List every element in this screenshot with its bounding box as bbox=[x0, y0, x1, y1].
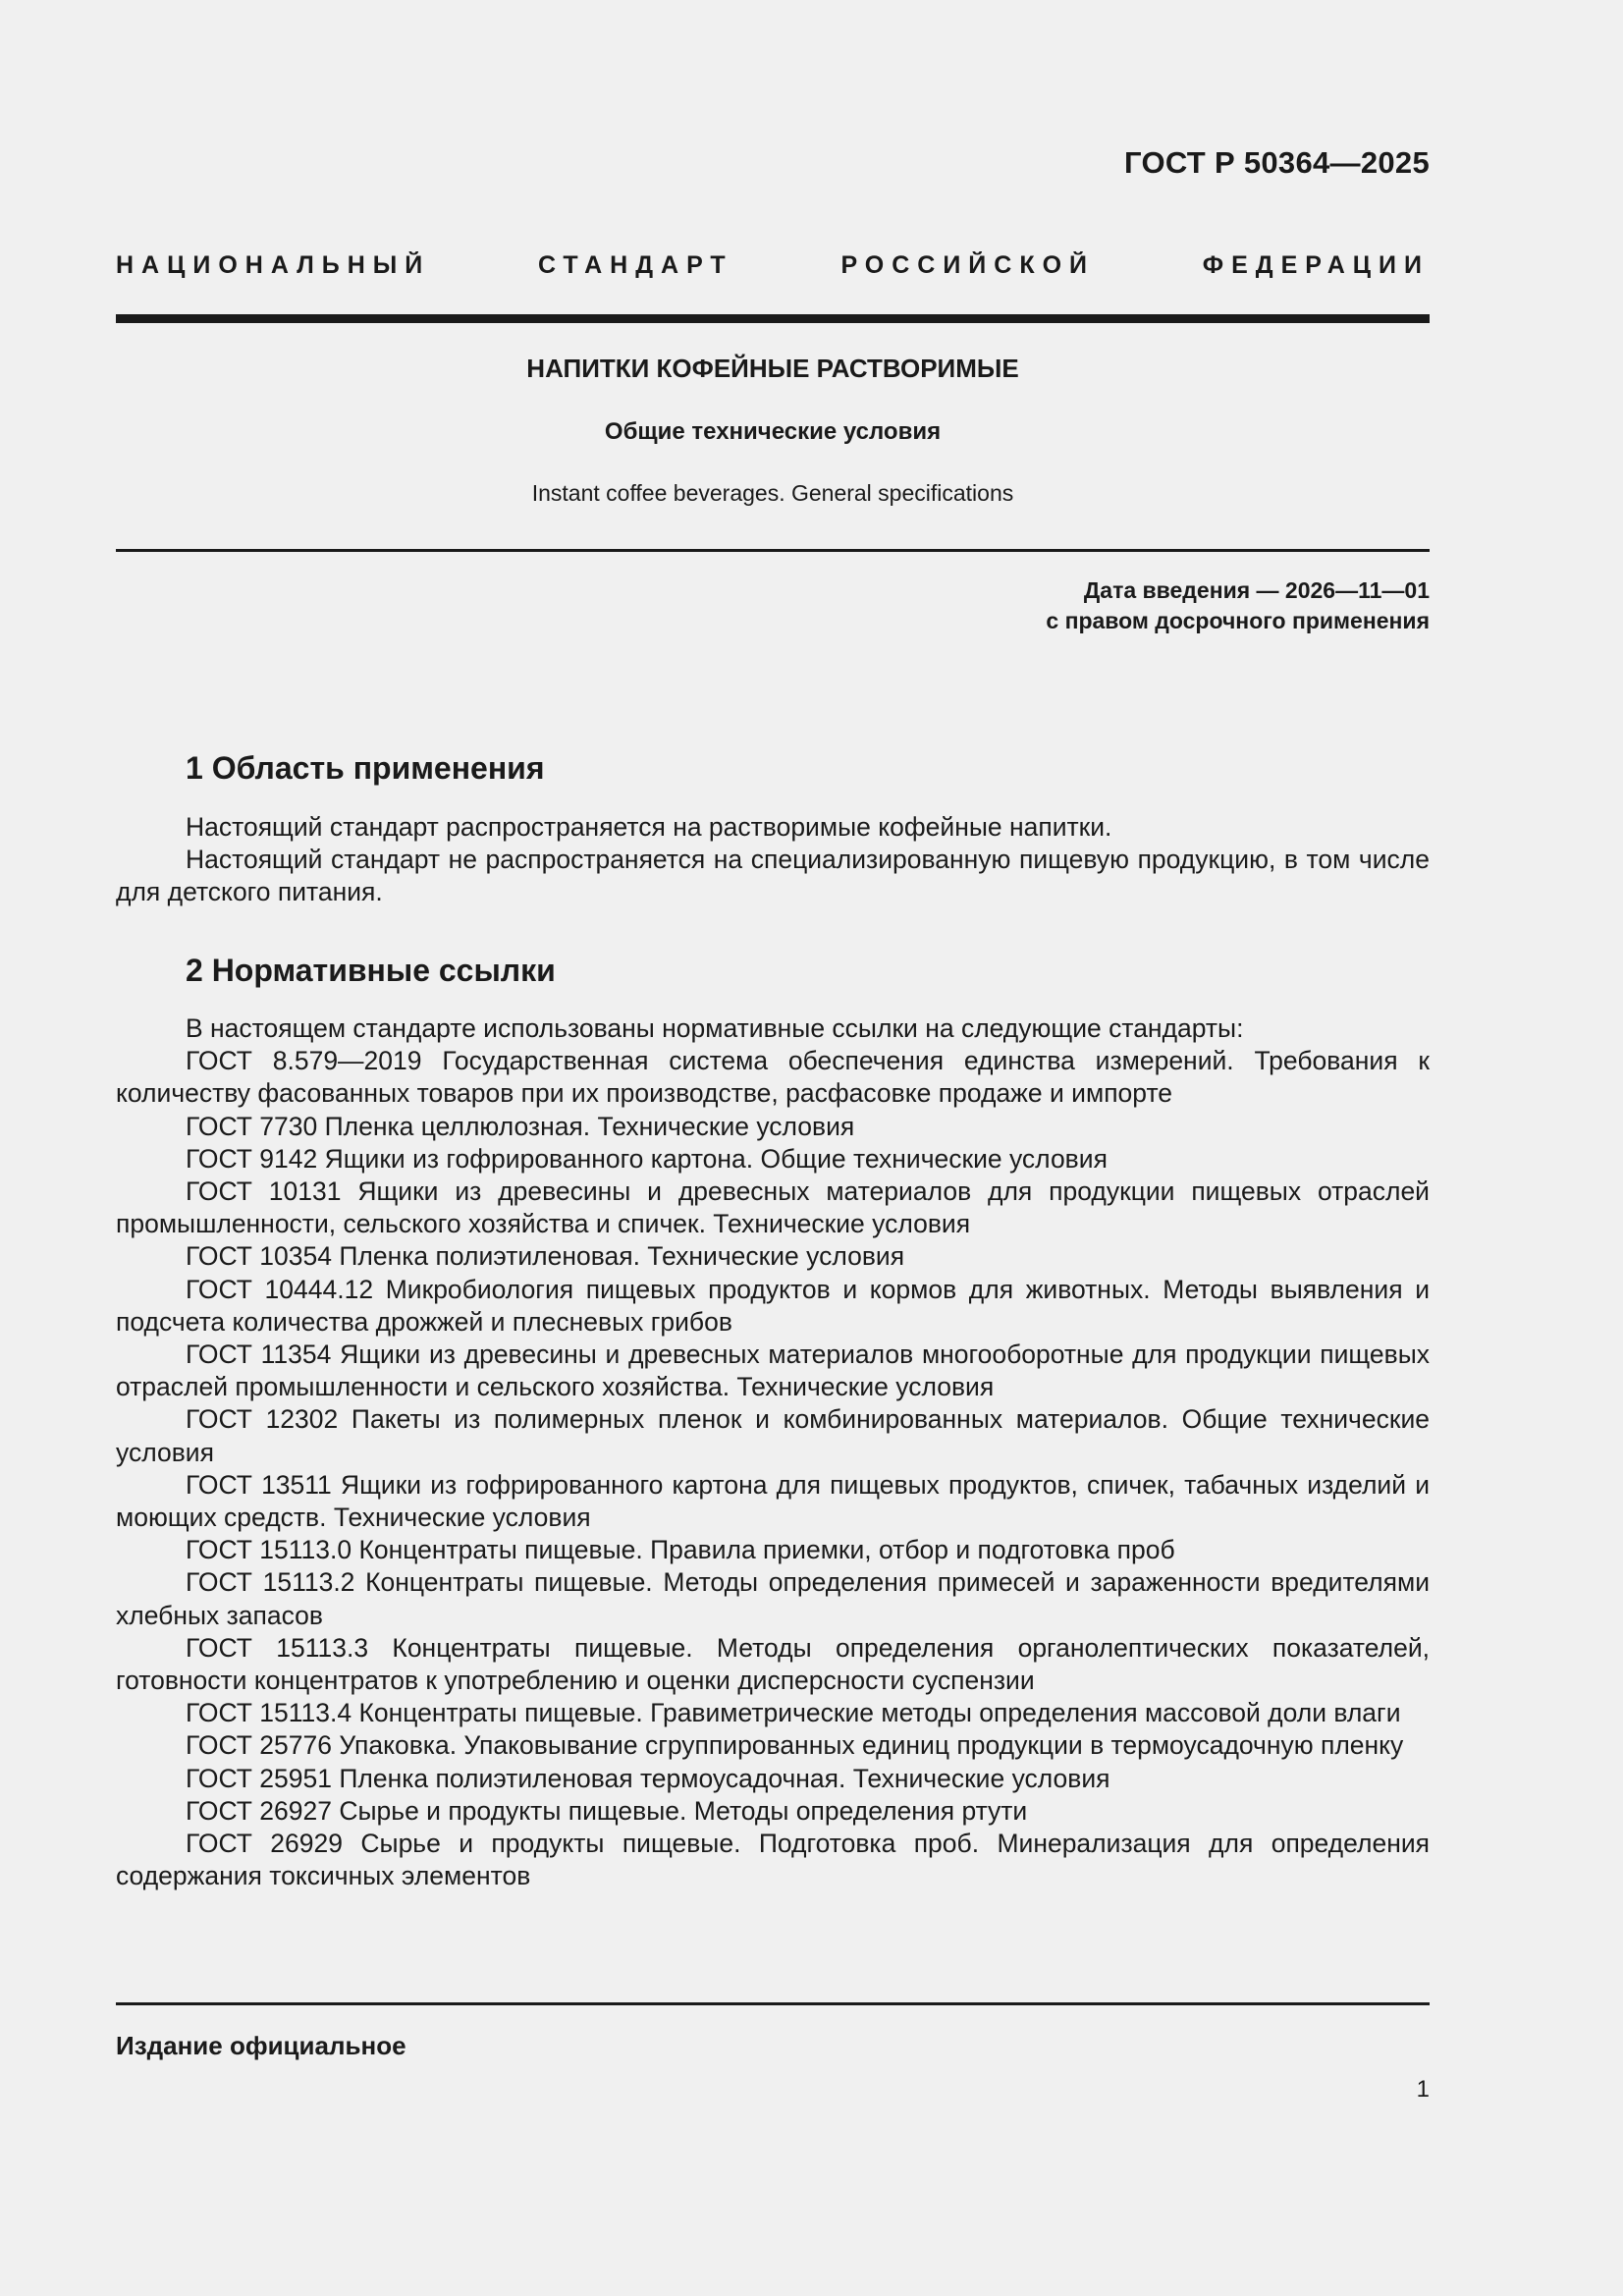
reference-item: ГОСТ 26927 Сырье и продукты пищевые. Методы определения ртути bbox=[186, 1795, 1028, 1826]
reference-item: ГОСТ 15113.4 Концентраты пищевые. Гравиметрические методы определения массовой доли влаги bbox=[186, 1698, 1401, 1728]
header-divider bbox=[116, 314, 1430, 323]
reference-item: ГОСТ 15113.3 Концентраты пищевые. Методы определения органолептических показателей, готовности концентратов к употреблению и оценки дисперсности суспензии bbox=[116, 1632, 1430, 1696]
early-application-note: с правом досрочного применения bbox=[1046, 608, 1430, 633]
reference-item: ГОСТ 10354 Пленка полиэтиленовая. Технические условия bbox=[186, 1241, 905, 1272]
reference-item: ГОСТ 25776 Упаковка. Упаковывание сгруппированных единиц продукции в термоусадочную пленку bbox=[186, 1730, 1404, 1761]
reference-item: ГОСТ 13511 Ящики из гофрированного картона для пищевых продуктов, спичек, табачных изделий и моющих средств. Технические условия bbox=[116, 1469, 1430, 1533]
official-edition-label: Издание официальное bbox=[116, 2031, 406, 2060]
introduction-date-block bbox=[1046, 575, 1430, 636]
page-number: 1 bbox=[1416, 2076, 1430, 2103]
reference-item: ГОСТ 15113.2 Концентраты пищевые. Методы определения примесей и зараженности вредителями хлебных запасов bbox=[116, 1567, 1430, 1630]
reference-item: ГОСТ 10131 Ящики из древесины и древесных материалов для продукции пищевых отраслей промышленности, сельского хозяйства и спичек. Технические условия bbox=[116, 1176, 1430, 1239]
paragraph: Настоящий стандарт не распространяется на специализированную пищевую продукцию, в том числе для детского питания. bbox=[116, 845, 1430, 907]
reference-item: ГОСТ 15113.0 Концентраты пищевые. Правила приемки, отбор и подготовка проб bbox=[186, 1535, 1175, 1565]
reference-item: ГОСТ 25951 Пленка полиэтиленовая термоусадочная. Технические условия bbox=[186, 1763, 1110, 1793]
document-title: НАПИТКИ КОФЕЙНЫЕ РАСТВОРИМЫЕ bbox=[526, 354, 1019, 383]
paragraph: Настоящий стандарт распространяется на растворимые кофейные напитки. bbox=[186, 812, 1112, 842]
document-subtitle: Общие технические условия bbox=[604, 418, 942, 445]
section-1-body bbox=[116, 811, 1430, 909]
reference-item: ГОСТ 8.579—2019 Государственная система обеспечения единства измерений. Требования к количеству фасованных товаров при их производстве, расфасовке продаже и импорте bbox=[116, 1046, 1430, 1109]
paragraph: В настоящем стандарте использованы нормативные ссылки на следующие стандарты: bbox=[186, 1013, 1244, 1043]
footer-divider bbox=[116, 2002, 1430, 2005]
document-page bbox=[116, 0, 1430, 2296]
section-2-body bbox=[116, 1012, 1430, 1892]
title-divider bbox=[116, 549, 1430, 552]
introduction-date: Дата введения — 2026—11—01 bbox=[1083, 577, 1430, 603]
reference-item: ГОСТ 9142 Ящики из гофрированного картона. Общие технические условия bbox=[186, 1143, 1108, 1174]
reference-item: ГОСТ 12302 Пакеты из полимерных пленок и комбинированных материалов. Общие технические условия bbox=[116, 1404, 1430, 1467]
section-1-heading: 1 Область применения bbox=[186, 750, 545, 786]
document-title-english: Instant coffee beverages. General specifications bbox=[531, 480, 1014, 506]
reference-item: ГОСТ 7730 Пленка целлюлозная. Технические условия bbox=[186, 1111, 855, 1141]
reference-item: ГОСТ 26929 Сырье и продукты пищевые. Подготовка проб. Минерализация для определения содержания токсичных элементов bbox=[116, 1829, 1430, 1891]
national-standard-banner: НАЦИОНАЛЬНЫЙ СТАНДАРТ РОССИЙСКОЙ ФЕДЕРАЦИИ bbox=[116, 251, 1430, 279]
section-2-heading: 2 Нормативные ссылки bbox=[186, 953, 556, 988]
reference-item: ГОСТ 10444.12 Микробиология пищевых продуктов и кормов для животных. Методы выявления и подсчета количества дрожжей и плесневых грибов bbox=[116, 1274, 1430, 1337]
standard-number: ГОСТ Р 50364—2025 bbox=[1124, 145, 1430, 180]
reference-item: ГОСТ 11354 Ящики из древесины и древесных материалов многооборотные для продукции пищевых отраслей промышленности и сельского хозяйства. Технические условия bbox=[116, 1339, 1430, 1402]
